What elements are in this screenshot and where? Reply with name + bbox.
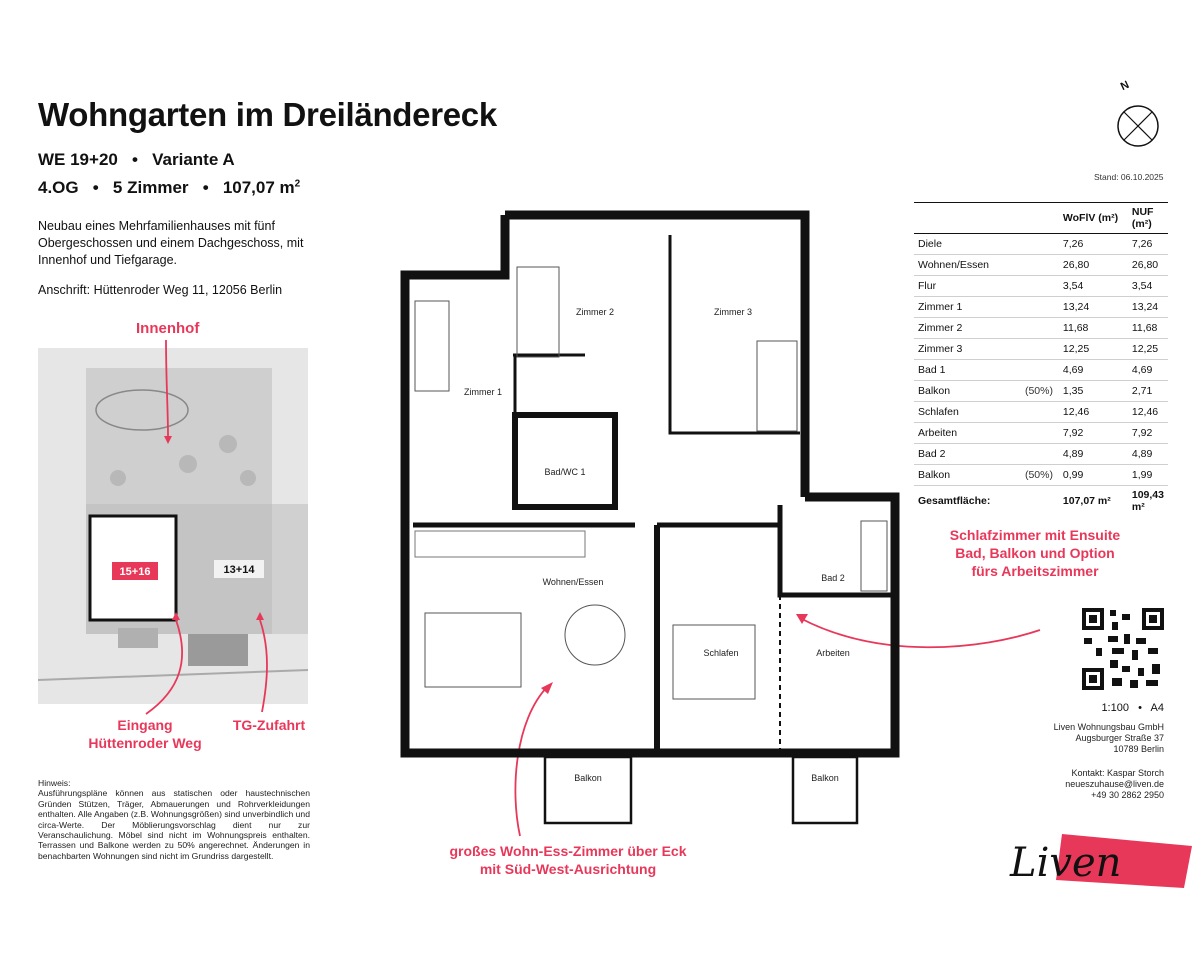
cell-nuf: 4,89 [1128, 444, 1168, 465]
cell-name: Zimmer 1 [914, 297, 1021, 318]
wohn-line2: mit Süd-West-Ausrichtung [479, 861, 657, 877]
cell-name: Diele [914, 234, 1021, 255]
room-zimmer3: Zimmer 3 [714, 307, 752, 317]
compass-label: N [1118, 78, 1132, 94]
area: 107,07 [222, 178, 275, 197]
hinweis [38, 778, 310, 861]
tree [219, 435, 237, 453]
total-wofiv: 107,07 m² [1059, 486, 1128, 517]
total-nuf: 109,43 m² [1128, 486, 1168, 517]
cell-pct: (50%) [1021, 465, 1059, 486]
col-wofiv: WoFlV (m²) [1059, 203, 1128, 234]
hinweis-title: Hinweis: [38, 778, 71, 788]
area-unit: m [279, 178, 295, 197]
contact-person: Kontakt: Kaspar Storch [1071, 768, 1164, 778]
cell-wofiv: 13,24 [1059, 297, 1128, 318]
table-total-row [914, 486, 1168, 517]
cell-nuf: 7,92 [1128, 423, 1168, 444]
tg-label: TG-Zufahrt [232, 717, 306, 733]
cell-wofiv: 7,26 [1059, 234, 1128, 255]
company-street: Augsburger Straße 37 [1075, 733, 1164, 743]
cell-wofiv: 11,68 [1059, 318, 1128, 339]
total-label: Gesamtfläche: [914, 486, 1059, 517]
cell-wofiv: 7,92 [1059, 423, 1128, 444]
cell-wofiv: 0,99 [1059, 465, 1128, 486]
wohn-line1: großes Wohn-Ess-Zimmer über Eck [449, 843, 687, 859]
cell-nuf: 26,80 [1128, 255, 1168, 276]
cell-nuf: 1,99 [1128, 465, 1168, 486]
bullet: • [92, 178, 99, 197]
cell-name: Balkon [914, 465, 1021, 486]
room-zimmer2: Zimmer 2 [576, 307, 614, 317]
innenhof-label: Innenhof [136, 320, 200, 337]
entrance-block [118, 628, 158, 648]
balkon1 [545, 757, 631, 823]
cell-nuf: 13,24 [1128, 297, 1168, 318]
room-balkon1: Balkon [574, 773, 602, 783]
cell-name: Bad 1 [914, 360, 1021, 381]
bullet: • [202, 178, 209, 197]
bed-zimmer3 [757, 341, 797, 431]
table-row [914, 444, 1168, 465]
cell-name: Zimmer 2 [914, 318, 1021, 339]
room-balkon2: Balkon [811, 773, 839, 783]
cell-nuf: 2,71 [1128, 381, 1168, 402]
cell-name: Flur [914, 276, 1021, 297]
ensuite-annotation [920, 526, 1150, 580]
dining-table [565, 605, 625, 665]
col-nuf: NUF (m²) [1128, 203, 1168, 234]
floor-rooms-area [38, 178, 300, 198]
ensuite-line1: Schlafzimmer mit Ensuite [949, 527, 1121, 543]
cell-nuf: 12,25 [1128, 339, 1168, 360]
tree [179, 455, 197, 473]
tree [240, 470, 256, 486]
tree [110, 470, 126, 486]
col-pct [1021, 203, 1059, 234]
cell-wofiv: 1,35 [1059, 381, 1128, 402]
cell-pct [1021, 444, 1059, 465]
outer-wall-main [405, 215, 895, 753]
cell-pct: (50%) [1021, 381, 1059, 402]
contact-email[interactable]: neueszuhause@liven.de [1065, 779, 1164, 789]
bed-schlafen [673, 625, 755, 699]
cell-pct [1021, 234, 1059, 255]
cell-name: Schlafen [914, 402, 1021, 423]
contact-info [1000, 768, 1164, 801]
ensuite-line2: Bad, Balkon und Option [955, 545, 1115, 561]
cell-pct [1021, 297, 1059, 318]
qr-code-icon[interactable] [1082, 608, 1164, 690]
neighbor-block [272, 504, 308, 634]
cell-pct [1021, 423, 1059, 444]
table-header [914, 203, 1168, 234]
room-wohnen: Wohnen/Essen [542, 577, 604, 587]
room-zimmer1: Zimmer 1 [464, 387, 502, 397]
cell-nuf: 11,68 [1128, 318, 1168, 339]
cell-wofiv: 12,25 [1059, 339, 1128, 360]
bed-zimmer1 [415, 301, 449, 391]
area-table [914, 202, 1168, 516]
col-room [914, 203, 1021, 234]
table-row [914, 276, 1168, 297]
cell-name: Arbeiten [914, 423, 1021, 444]
eingang-line1: Eingang [117, 717, 173, 733]
area-exp: 2 [294, 178, 301, 190]
compass-icon [1116, 104, 1160, 148]
room-schlafen: Schlafen [703, 648, 739, 658]
cell-name: Balkon [914, 381, 1021, 402]
cell-pct [1021, 339, 1059, 360]
contact-phone: +49 30 2862 2950 [1091, 790, 1164, 800]
scale-format: 1:100 • A4 [1101, 702, 1164, 714]
room-bad2: Bad 2 [821, 573, 845, 583]
company-name: Liven Wohnungsbau GmbH [1053, 722, 1164, 732]
walls [405, 215, 895, 753]
address: Anschrift: Hüttenroder Weg 11, 12056 Berlin [38, 283, 283, 297]
cell-nuf: 7,26 [1128, 234, 1168, 255]
ensuite-line3: fürs Arbeitszimmer [971, 563, 1099, 579]
liven-logo [1004, 826, 1196, 896]
cell-pct [1021, 402, 1059, 423]
cell-wofiv: 4,69 [1059, 360, 1128, 381]
kitchen-counter [415, 531, 585, 557]
rooms: 5 Zimmer [112, 178, 189, 197]
cell-pct [1021, 318, 1059, 339]
cell-name: Wohnen/Essen [914, 255, 1021, 276]
table-row [914, 234, 1168, 255]
table-row [914, 402, 1168, 423]
eingang-label [70, 716, 220, 752]
wohn-annotation [408, 842, 728, 878]
wall-bad1 [515, 415, 615, 507]
tg-block [188, 634, 248, 666]
floor: 4.OG [38, 178, 79, 197]
cell-nuf: 12,46 [1128, 402, 1168, 423]
logo-text: Liven [1010, 840, 1122, 886]
company-address [1000, 722, 1164, 755]
table-row [914, 339, 1168, 360]
cell-wofiv: 26,80 [1059, 255, 1128, 276]
balkon2 [793, 757, 857, 823]
cell-name: Bad 2 [914, 444, 1021, 465]
cell-nuf: 3,54 [1128, 276, 1168, 297]
page-title: Wohngarten im Dreiländereck [38, 96, 497, 133]
sofa [425, 613, 521, 687]
floor-plan [395, 205, 900, 830]
table-row [914, 423, 1168, 444]
room-bad1: Bad/WC 1 [544, 467, 586, 477]
cell-wofiv: 3,54 [1059, 276, 1128, 297]
table-row [914, 255, 1168, 276]
table-row [914, 381, 1168, 402]
cell-wofiv: 12,46 [1059, 402, 1128, 423]
table-row [914, 465, 1168, 486]
stand-date: Stand: 06.10.2025 [1094, 172, 1164, 182]
site-plan [38, 348, 308, 704]
company-city: 10789 Berlin [1113, 744, 1164, 754]
eingang-line2: Hüttenroder Weg [88, 735, 202, 751]
unit-label: 15+16 [119, 566, 151, 578]
room-arbeiten: Arbeiten [816, 648, 850, 658]
description: Neubau eines Mehrfamilienhauses mit fünf Obergeschossen und einem Dachgeschoss, mit Innenhof und Tiefgarage. [38, 219, 304, 267]
bed-zimmer2 [517, 267, 559, 357]
wall-zimmer3 [670, 235, 800, 433]
table-row [914, 318, 1168, 339]
cell-pct [1021, 360, 1059, 381]
cell-name: Zimmer 3 [914, 339, 1021, 360]
hinweis-text: Ausführungspläne können aus statischen oder haustechnischen Gründen Stützen, Träger, Abmauerungen und Rohrverkleidungen enthalten. Alle Angaben (z.B. Wohnungsgrößen) sind unverbindlich und circa-Werte. Der Möblierungsvorschlag dient nur zur Veranschaulichung. Möbel sind nicht im Wohnungspreis enthalten. Terrassen und Balkone werden zu 50% angerechnet. Änderungen in benachbarten Wohnungen sind nicht im Grundriss dargestellt. [38, 788, 310, 861]
table-row [914, 297, 1168, 318]
other-label: 13+14 [223, 564, 255, 576]
unit-variant: WE 19+20 • Variante A [38, 150, 235, 169]
bathtub [861, 521, 887, 591]
cell-pct [1021, 255, 1059, 276]
cell-nuf: 4,69 [1128, 360, 1168, 381]
table-row [914, 360, 1168, 381]
cell-wofiv: 4,89 [1059, 444, 1128, 465]
cell-pct [1021, 276, 1059, 297]
